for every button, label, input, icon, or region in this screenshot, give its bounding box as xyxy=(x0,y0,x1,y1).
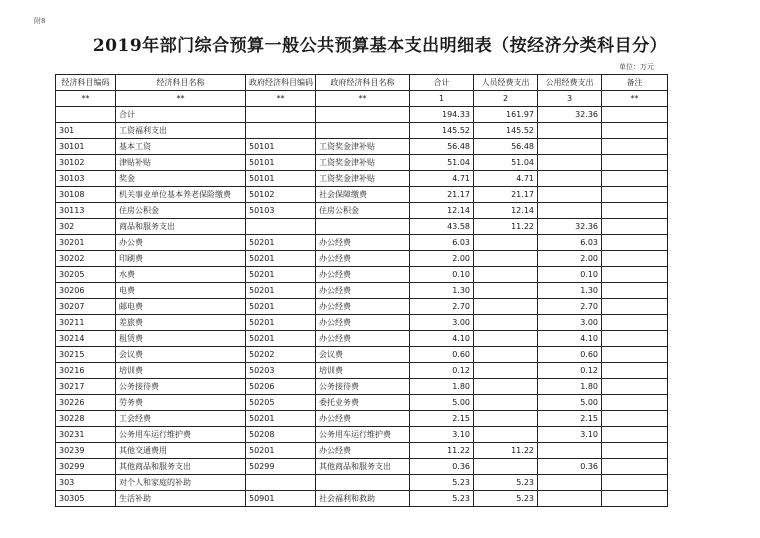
cell-gov-code: 50201 xyxy=(246,283,316,299)
cell-total: 4.10 xyxy=(410,331,474,347)
cell-remark xyxy=(602,235,668,251)
table-row xyxy=(56,459,668,475)
cell-econ-code: 30113 xyxy=(56,203,116,219)
cell-public: 3.00 xyxy=(538,315,602,331)
cell-public: 2.15 xyxy=(538,411,602,427)
cell-gov-name: 社会福利和救助 xyxy=(316,491,410,507)
header-row xyxy=(56,75,668,91)
cell-econ-name: 公务接待费 xyxy=(116,379,246,395)
cell-gov-code xyxy=(246,475,316,491)
cell-gov-name: 办公经费 xyxy=(316,315,410,331)
cell-gov-name: 社会保障缴费 xyxy=(316,187,410,203)
cell-total: 11.22 xyxy=(410,443,474,459)
table-row xyxy=(56,283,668,299)
cell-gov-name: 公务用车运行维护费 xyxy=(316,427,410,443)
cell-econ-code: 303 xyxy=(56,475,116,491)
cell-public: 32.36 xyxy=(538,219,602,235)
cell-econ-code: 30101 xyxy=(56,139,116,155)
cell-gov-code: 50102 xyxy=(246,187,316,203)
cell-gov-code: 50206 xyxy=(246,379,316,395)
cell-gov-name: 住房公积金 xyxy=(316,203,410,219)
table-row xyxy=(56,107,668,123)
cell-total: 0.10 xyxy=(410,267,474,283)
cell-total: 21.17 xyxy=(410,187,474,203)
cell-gov-code: 50201 xyxy=(246,251,316,267)
cell-personnel xyxy=(474,459,538,475)
table-row xyxy=(56,411,668,427)
cell-total: 51.04 xyxy=(410,155,474,171)
cell-remark xyxy=(602,363,668,379)
cell-total: 3.00 xyxy=(410,315,474,331)
cell-econ-code: 30214 xyxy=(56,331,116,347)
cell-econ-name: 生活补助 xyxy=(116,491,246,507)
cell-gov-name xyxy=(316,219,410,235)
cell-public: 2.70 xyxy=(538,299,602,315)
cell-gov-name xyxy=(316,123,410,139)
cell-public: 2.00 xyxy=(538,251,602,267)
col-header-remark: 备注 xyxy=(602,75,668,91)
cell-remark xyxy=(602,379,668,395)
cell-personnel: 145.52 xyxy=(474,123,538,139)
cell-remark xyxy=(602,459,668,475)
cell-public: 6.03 xyxy=(538,235,602,251)
cell-gov-name: 工资奖金津补贴 xyxy=(316,139,410,155)
table-row xyxy=(56,219,668,235)
subheader-cell: ** xyxy=(246,91,316,107)
cell-total: 1.30 xyxy=(410,283,474,299)
cell-gov-code: 50201 xyxy=(246,411,316,427)
cell-econ-code: 30305 xyxy=(56,491,116,507)
cell-remark xyxy=(602,251,668,267)
cell-personnel xyxy=(474,235,538,251)
table-row xyxy=(56,443,668,459)
cell-econ-code: 302 xyxy=(56,219,116,235)
cell-remark xyxy=(602,315,668,331)
cell-remark xyxy=(602,331,668,347)
cell-public: 1.30 xyxy=(538,283,602,299)
cell-gov-name: 工资奖金津补贴 xyxy=(316,155,410,171)
cell-personnel: 161.97 xyxy=(474,107,538,123)
table-body xyxy=(56,107,668,507)
cell-gov-name: 其他商品和服务支出 xyxy=(316,459,410,475)
cell-total: 0.36 xyxy=(410,459,474,475)
table-row xyxy=(56,395,668,411)
cell-gov-name: 办公经费 xyxy=(316,283,410,299)
col-header-gov-code: 政府经济科目编码 xyxy=(246,75,316,91)
cell-gov-name: 培训费 xyxy=(316,363,410,379)
cell-public: 3.10 xyxy=(538,427,602,443)
cell-econ-name: 劳务费 xyxy=(116,395,246,411)
cell-remark xyxy=(602,187,668,203)
cell-public: 0.36 xyxy=(538,459,602,475)
cell-gov-code xyxy=(246,219,316,235)
cell-gov-code: 50101 xyxy=(246,139,316,155)
col-header-total: 合计 xyxy=(410,75,474,91)
col-header-public: 公用经费支出 xyxy=(538,75,602,91)
cell-econ-code: 30205 xyxy=(56,267,116,283)
cell-personnel xyxy=(474,363,538,379)
cell-remark xyxy=(602,395,668,411)
subheader-cell: ** xyxy=(56,91,116,107)
cell-total: 3.10 xyxy=(410,427,474,443)
cell-remark xyxy=(602,491,668,507)
cell-gov-code: 50201 xyxy=(246,267,316,283)
subheader-row xyxy=(56,91,668,107)
col-header-personnel: 人员经费支出 xyxy=(474,75,538,91)
cell-remark xyxy=(602,139,668,155)
cell-public: 0.10 xyxy=(538,267,602,283)
cell-gov-name: 工资奖金津补贴 xyxy=(316,171,410,187)
cell-gov-name: 办公经费 xyxy=(316,251,410,267)
cell-econ-name: 水费 xyxy=(116,267,246,283)
cell-econ-code: 30207 xyxy=(56,299,116,315)
cell-gov-name: 委托业务费 xyxy=(316,395,410,411)
cell-gov-code: 50205 xyxy=(246,395,316,411)
cell-gov-code: 50208 xyxy=(246,427,316,443)
cell-econ-code: 30228 xyxy=(56,411,116,427)
cell-public xyxy=(538,155,602,171)
table-row xyxy=(56,491,668,507)
cell-remark xyxy=(602,203,668,219)
cell-remark xyxy=(602,475,668,491)
cell-gov-name: 会议费 xyxy=(316,347,410,363)
cell-public: 1.80 xyxy=(538,379,602,395)
cell-personnel: 51.04 xyxy=(474,155,538,171)
table-row xyxy=(56,139,668,155)
cell-public xyxy=(538,171,602,187)
cell-econ-name: 邮电费 xyxy=(116,299,246,315)
cell-public xyxy=(538,443,602,459)
cell-econ-code: 30299 xyxy=(56,459,116,475)
cell-gov-code: 50101 xyxy=(246,171,316,187)
cell-public: 5.00 xyxy=(538,395,602,411)
cell-gov-code: 50201 xyxy=(246,235,316,251)
cell-personnel xyxy=(474,283,538,299)
cell-personnel: 5.23 xyxy=(474,491,538,507)
cell-econ-code: 30216 xyxy=(56,363,116,379)
cell-gov-code: 50203 xyxy=(246,363,316,379)
cell-econ-code: 30239 xyxy=(56,443,116,459)
cell-personnel xyxy=(474,379,538,395)
cell-personnel xyxy=(474,395,538,411)
cell-econ-code: 30201 xyxy=(56,235,116,251)
cell-remark xyxy=(602,219,668,235)
col-header-gov-name: 政府经济科目名称 xyxy=(316,75,410,91)
cell-econ-code: 30206 xyxy=(56,283,116,299)
cell-total: 145.52 xyxy=(410,123,474,139)
table-row xyxy=(56,379,668,395)
cell-total: 56.48 xyxy=(410,139,474,155)
cell-personnel xyxy=(474,331,538,347)
detail-table xyxy=(55,74,668,507)
cell-public: 0.12 xyxy=(538,363,602,379)
cell-econ-name: 租赁费 xyxy=(116,331,246,347)
cell-total: 0.12 xyxy=(410,363,474,379)
cell-gov-name: 办公经费 xyxy=(316,411,410,427)
subheader-cell: ** xyxy=(602,91,668,107)
table-row xyxy=(56,251,668,267)
cell-gov-name: 办公经费 xyxy=(316,299,410,315)
cell-econ-name: 会议费 xyxy=(116,347,246,363)
cell-econ-name: 印刷费 xyxy=(116,251,246,267)
cell-remark xyxy=(602,427,668,443)
cell-remark xyxy=(602,171,668,187)
cell-public xyxy=(538,123,602,139)
cell-gov-code: 50201 xyxy=(246,331,316,347)
cell-remark xyxy=(602,155,668,171)
cell-public xyxy=(538,187,602,203)
cell-personnel: 12.14 xyxy=(474,203,538,219)
cell-econ-code: 30102 xyxy=(56,155,116,171)
cell-remark xyxy=(602,283,668,299)
cell-econ-code: 30211 xyxy=(56,315,116,331)
table-row xyxy=(56,347,668,363)
cell-gov-code: 50201 xyxy=(246,443,316,459)
cell-public xyxy=(538,491,602,507)
cell-gov-code: 50901 xyxy=(246,491,316,507)
table-row xyxy=(56,155,668,171)
cell-econ-name: 其他交通费用 xyxy=(116,443,246,459)
cell-personnel xyxy=(474,347,538,363)
cell-remark xyxy=(602,443,668,459)
cell-econ-name: 对个人和家庭的补助 xyxy=(116,475,246,491)
cell-public xyxy=(538,203,602,219)
cell-remark xyxy=(602,299,668,315)
cell-remark xyxy=(602,267,668,283)
cell-remark xyxy=(602,347,668,363)
cell-personnel xyxy=(474,315,538,331)
table-row xyxy=(56,363,668,379)
cell-personnel xyxy=(474,427,538,443)
table-row xyxy=(56,315,668,331)
cell-personnel: 4.71 xyxy=(474,171,538,187)
cell-econ-code: 30231 xyxy=(56,427,116,443)
cell-remark xyxy=(602,123,668,139)
cell-gov-name xyxy=(316,475,410,491)
cell-gov-code: 50101 xyxy=(246,155,316,171)
cell-gov-name: 公务接待费 xyxy=(316,379,410,395)
cell-econ-name: 培训费 xyxy=(116,363,246,379)
cell-gov-code: 50202 xyxy=(246,347,316,363)
cell-econ-code: 30226 xyxy=(56,395,116,411)
cell-total: 2.15 xyxy=(410,411,474,427)
cell-public: 32.36 xyxy=(538,107,602,123)
unit-label: 单位：万元 xyxy=(619,63,654,71)
cell-personnel xyxy=(474,267,538,283)
cell-econ-code: 30217 xyxy=(56,379,116,395)
cell-econ-name: 机关事业单位基本养老保险缴费 xyxy=(116,187,246,203)
cell-econ-code: 30215 xyxy=(56,347,116,363)
cell-personnel: 11.22 xyxy=(474,219,538,235)
cell-public: 0.60 xyxy=(538,347,602,363)
subheader-cell: ** xyxy=(316,91,410,107)
cell-gov-code: 50299 xyxy=(246,459,316,475)
cell-econ-code: 30202 xyxy=(56,251,116,267)
col-header-econ-name: 经济科目名称 xyxy=(116,75,246,91)
cell-total: 5.00 xyxy=(410,395,474,411)
cell-total: 5.23 xyxy=(410,491,474,507)
table-row xyxy=(56,235,668,251)
table-row xyxy=(56,203,668,219)
cell-econ-name: 公务用车运行维护费 xyxy=(116,427,246,443)
cell-econ-name: 住房公积金 xyxy=(116,203,246,219)
table-row xyxy=(56,123,668,139)
cell-total: 2.70 xyxy=(410,299,474,315)
corner-mark: 附8 xyxy=(34,17,46,25)
cell-total: 6.03 xyxy=(410,235,474,251)
table-row xyxy=(56,331,668,347)
subheader-cell: 2 xyxy=(474,91,538,107)
cell-gov-name: 办公经费 xyxy=(316,331,410,347)
cell-gov-name: 办公经费 xyxy=(316,267,410,283)
cell-public xyxy=(538,475,602,491)
cell-gov-code xyxy=(246,107,316,123)
page-title: 2019年部门综合预算一般公共预算基本支出明细表（按经济分类科目分） xyxy=(92,36,668,56)
cell-public xyxy=(538,139,602,155)
cell-gov-code: 50103 xyxy=(246,203,316,219)
cell-public: 4.10 xyxy=(538,331,602,347)
table-row xyxy=(56,171,668,187)
cell-econ-name: 工资福利支出 xyxy=(116,123,246,139)
cell-total: 43.58 xyxy=(410,219,474,235)
cell-econ-code xyxy=(56,107,116,123)
cell-total: 5.23 xyxy=(410,475,474,491)
cell-econ-name: 其他商品和服务支出 xyxy=(116,459,246,475)
cell-personnel xyxy=(474,251,538,267)
cell-econ-name: 电费 xyxy=(116,283,246,299)
cell-econ-name: 奖金 xyxy=(116,171,246,187)
table-row xyxy=(56,267,668,283)
cell-econ-code: 30103 xyxy=(56,171,116,187)
cell-gov-name: 办公经费 xyxy=(316,235,410,251)
cell-econ-code: 30108 xyxy=(56,187,116,203)
cell-total: 12.14 xyxy=(410,203,474,219)
cell-econ-name: 基本工资 xyxy=(116,139,246,155)
cell-personnel xyxy=(474,411,538,427)
cell-econ-name: 津贴补贴 xyxy=(116,155,246,171)
cell-personnel xyxy=(474,299,538,315)
table-row xyxy=(56,475,668,491)
cell-personnel: 5.23 xyxy=(474,475,538,491)
cell-econ-name: 商品和服务支出 xyxy=(116,219,246,235)
table-row xyxy=(56,299,668,315)
cell-gov-code xyxy=(246,123,316,139)
cell-econ-name: 合计 xyxy=(116,107,246,123)
cell-total: 194.33 xyxy=(410,107,474,123)
cell-personnel: 21.17 xyxy=(474,187,538,203)
cell-econ-name: 差旅费 xyxy=(116,315,246,331)
cell-econ-code: 301 xyxy=(56,123,116,139)
cell-gov-name: 办公经费 xyxy=(316,443,410,459)
cell-total: 0.60 xyxy=(410,347,474,363)
cell-gov-name xyxy=(316,107,410,123)
cell-econ-name: 工会经费 xyxy=(116,411,246,427)
table-row xyxy=(56,427,668,443)
cell-remark xyxy=(602,107,668,123)
cell-total: 4.71 xyxy=(410,171,474,187)
cell-personnel: 11.22 xyxy=(474,443,538,459)
col-header-econ-code: 经济科目编码 xyxy=(56,75,116,91)
subheader-cell: 3 xyxy=(538,91,602,107)
cell-personnel: 56.48 xyxy=(474,139,538,155)
subheader-cell: 1 xyxy=(410,91,474,107)
cell-total: 2.00 xyxy=(410,251,474,267)
subheader-cell: ** xyxy=(116,91,246,107)
table-row xyxy=(56,187,668,203)
cell-gov-code: 50201 xyxy=(246,299,316,315)
cell-total: 1.80 xyxy=(410,379,474,395)
cell-remark xyxy=(602,411,668,427)
cell-econ-name: 办公费 xyxy=(116,235,246,251)
cell-gov-code: 50201 xyxy=(246,315,316,331)
